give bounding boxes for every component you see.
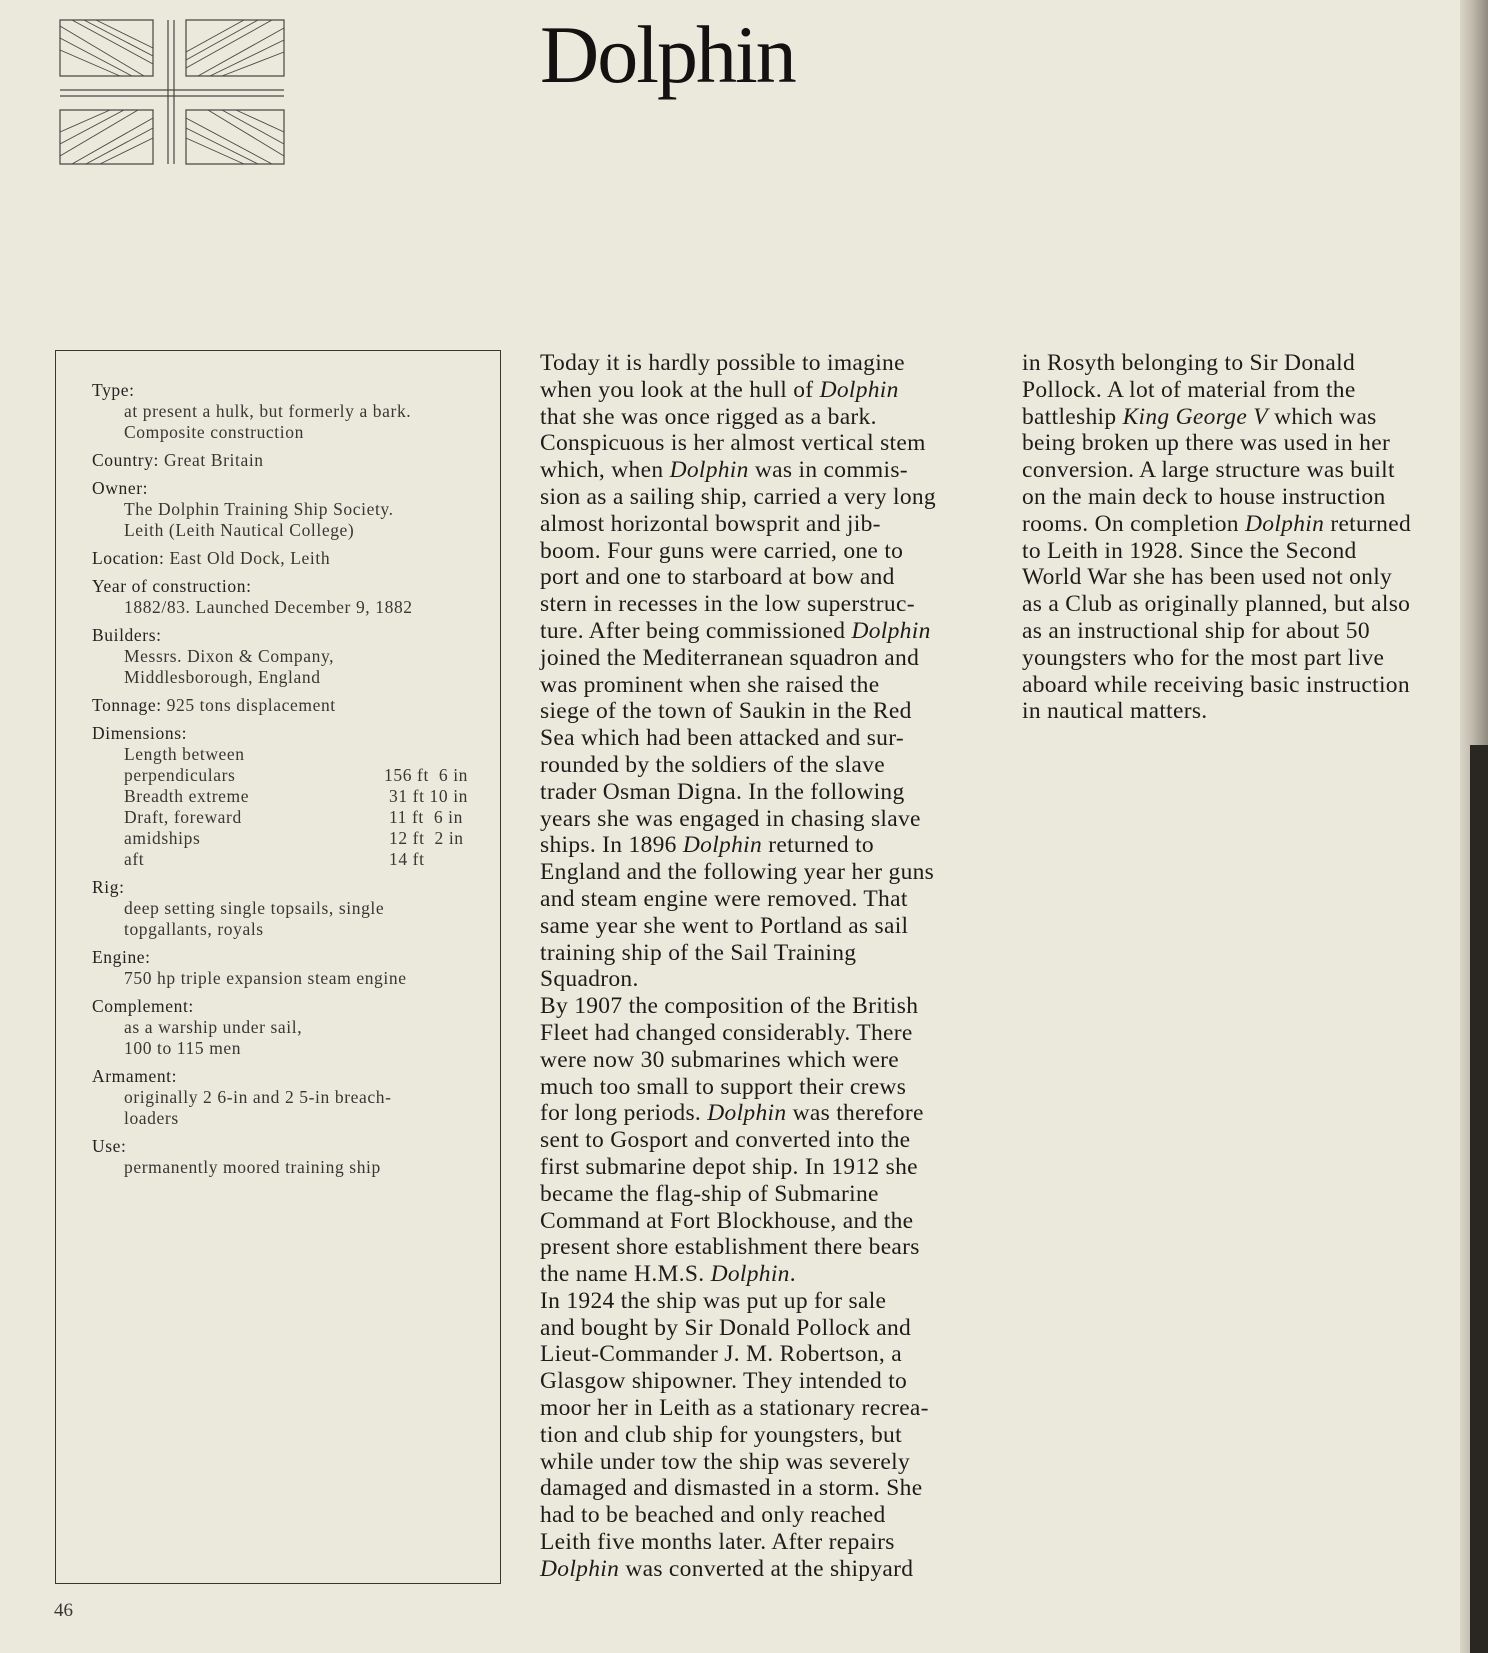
dimension-name: Breadth extreme [124,786,250,806]
article-line: Leith five months later. After repairs [540,1529,895,1556]
spec-tonnage [92,695,492,716]
italic-ship-name: Dolphin [1245,510,1325,537]
spec-value: deep setting single topsails, single [124,898,385,918]
spec-label: Year of construction: [92,576,252,596]
spec-rig [92,877,492,940]
article-line: being broken up there was used in her [1022,430,1391,457]
spec-value: 750 hp triple expansion steam engine [124,968,407,988]
text-segment: . [789,1261,796,1288]
spec-year [92,576,492,618]
article-line [540,457,985,484]
spec-value: East Old Dock, Leith [169,548,331,568]
spec-location [92,548,492,569]
italic-ship-name: Dolphin [682,832,763,859]
spec-armament [92,1066,492,1129]
dimension-value: 11 ft 6 in [384,807,463,827]
spec-label: Country: [92,450,160,470]
spec-engine [92,947,492,989]
text-segment: was converted at the shipyard [619,1555,914,1582]
spec-label: Complement: [92,996,194,1016]
spec-value: 100 to 115 men [124,1038,242,1058]
article-line: tion and club ship for youngsters, but [540,1421,902,1448]
italic-ship-name: Dolphin [540,1555,620,1582]
article-line: Squadron. [540,966,639,993]
dimension-row [92,807,492,828]
article-line: were now 30 submarines which were [540,1046,900,1073]
article-line: became the flag-ship of Submarine [540,1180,879,1207]
article-line: aboard while receiving basic instruction [1022,671,1410,698]
article-line: Today it is hardly possible to imagine [540,350,905,376]
article-line: World War she has been used not only [1022,564,1393,591]
article-line: as an instructional ship for about 50 [1022,617,1370,644]
article-line: that she was once rigged as a bark. [540,403,877,430]
article-line [540,1100,985,1127]
article-line: siege of the town of Saukin in the Red [540,698,912,725]
text-segment: which was [1267,403,1377,430]
article-line: rounded by the soldiers of the slave [540,751,885,778]
article-line: By 1907 the composition of the British [540,993,919,1020]
spec-label: Dimensions: [92,723,188,743]
spec-value: Great Britain [164,450,264,470]
spec-value: Leith (Leith Nautical College) [124,520,355,540]
spec-value: Messrs. Dixon & Company, [124,646,335,666]
article-line [1022,404,1462,431]
spec-complement [92,996,492,1059]
spec-value: loaders [124,1108,179,1128]
article-line: Conspicuous is her almost vertical stem [540,430,926,457]
spec-label: Rig: [92,877,125,897]
spec-value: Middlesborough, England [124,667,321,687]
page-number: 46 [54,1600,73,1621]
article-line [540,832,985,859]
article-line [540,1261,985,1288]
article-line: England and the following year her guns [540,859,935,886]
text-segment: was therefore [786,1100,924,1127]
dimension-row [92,786,492,807]
article-line: Pollock. A lot of material from the [1022,376,1356,403]
article-line: first submarine depot ship. In 1912 she [540,1153,918,1180]
article-line: same year she went to Portland as sail [540,912,909,939]
text-segment: the name H.M.S. [540,1261,711,1288]
text-segment: ture. After being commissioned [540,617,852,644]
italic-ship-name: Dolphin [819,376,899,403]
specification-list [92,380,492,1185]
article-line: Command at Fort Blockhouse, and the [540,1207,914,1234]
dimension-row [92,849,492,870]
text-segment: which, when [540,457,670,484]
article-line: conversion. A large structure was built [1022,457,1395,484]
page-title: Dolphin [540,9,795,100]
article-line [1022,511,1462,538]
article-line: youngsters who for the most part live [1022,644,1385,671]
text-segment: battleship [1022,403,1123,430]
spec-owner [92,478,492,541]
spec-country [92,450,492,471]
dimension-value: 14 ft [384,849,425,869]
spec-use [92,1136,492,1178]
spec-value: originally 2 6-in and 2 5-in breach- [124,1087,392,1107]
article-line: in nautical matters. [1022,698,1208,725]
article-column-1 [540,350,985,1583]
spec-value: at present a hulk, but formerly a bark. [124,401,412,421]
text-segment: rooms. On completion [1022,510,1245,537]
article-line: present shore establishment there bears [540,1234,920,1261]
union-jack-flag-icon [58,18,286,166]
article-line: Sea which had been attacked and sur- [540,725,904,752]
article-line [540,377,985,404]
article-line: almost horizontal bowsprit and jib- [540,510,881,537]
spec-type [92,380,492,443]
spec-label: Armament: [92,1066,178,1086]
article-line: Glasgow shipowner. They intended to [540,1368,908,1395]
spec-builders [92,625,492,688]
dimension-name: aft [124,849,145,869]
dimension-name: perpendiculars [124,765,236,785]
article-line: joined the Mediterranean squadron and [540,644,920,671]
article-column-2 [1022,350,1462,725]
article-line [540,1556,985,1583]
article-line: on the main deck to house instruction [1022,483,1386,510]
text-segment: was in commis- [748,457,908,484]
spec-value: Composite construction [124,422,304,442]
spec-label: Location: [92,548,165,568]
article-line: trader Osman Digna. In the following [540,778,905,805]
spec-label: Type: [92,380,135,400]
dimension-value: 31 ft 10 in [384,786,469,806]
book-binding-edge [1470,745,1488,1653]
article-line: had to be beached and only reached [540,1502,886,1529]
spec-label: Owner: [92,478,149,498]
article-line: was prominent when she raised the [540,671,880,698]
article-line: as a Club as originally planned, but also [1022,591,1411,618]
article-line: port and one to starboard at bow and [540,564,895,591]
article-line: in Rosyth belonging to Sir Donald [1022,350,1356,376]
text-segment: for long periods. [540,1100,708,1127]
spec-label: Engine: [92,947,151,967]
text-segment: ships. In 1896 [540,832,683,859]
text-segment: when you look at the hull of [540,376,820,403]
article-line: while under tow the ship was severely [540,1448,911,1475]
spec-label: Builders: [92,625,162,645]
article-line: damaged and dismasted in a storm. She [540,1475,923,1502]
dimension-row [92,828,492,849]
spec-value: Length between [124,744,245,764]
article-line: sent to Gosport and converted into the [540,1127,911,1154]
spec-value: 925 tons displacement [166,695,336,715]
article-line: sion as a sailing ship, carried a very long [540,483,936,510]
spec-value: as a warship under sail, [124,1017,303,1037]
article-line [540,618,985,645]
spec-value: topgallants, royals [124,919,264,939]
spec-label: Tonnage: [92,695,162,715]
article-line: Lieut-Commander J. M. Robertson, a [540,1341,902,1368]
article-line: In 1924 the ship was put up for sale [540,1287,887,1314]
article-line: boom. Four guns were carried, one to [540,537,904,564]
dimension-name: Draft, foreward [124,807,242,827]
italic-ship-name: Dolphin [669,457,749,484]
article-line: moor her in Leith as a stationary recrea- [540,1395,929,1422]
italic-ship-name: Dolphin [710,1261,790,1288]
article-line: Fleet had changed considerably. There [540,1019,913,1046]
spec-value: permanently moored training ship [124,1157,381,1177]
article-line: stern in recesses in the low superstruc- [540,591,915,618]
dimension-name: amidships [124,828,201,848]
article-line: to Leith in 1928. Since the Second [1022,537,1357,564]
dimension-row [92,765,492,786]
italic-ship-name: King George V [1122,403,1268,430]
spec-label: Use: [92,1136,127,1156]
italic-ship-name: Dolphin [707,1100,787,1127]
spec-value: 1882/83. Launched December 9, 1882 [124,597,413,617]
spec-value: The Dolphin Training Ship Society. [124,499,394,519]
article-line: and steam engine were removed. That [540,885,908,912]
italic-ship-name: Dolphin [851,617,931,644]
dimension-value: 12 ft 2 in [384,828,464,848]
text-segment: returned to [762,832,874,859]
article-line: much too small to support their crews [540,1073,907,1100]
article-line: years she was engaged in chasing slave [540,805,921,832]
text-segment: returned [1324,510,1412,537]
article-line: training ship of the Sail Training [540,939,857,966]
dimension-value: 156 ft 6 in [384,765,469,785]
article-line: and bought by Sir Donald Pollock and [540,1314,912,1341]
spec-dimensions [92,723,492,870]
